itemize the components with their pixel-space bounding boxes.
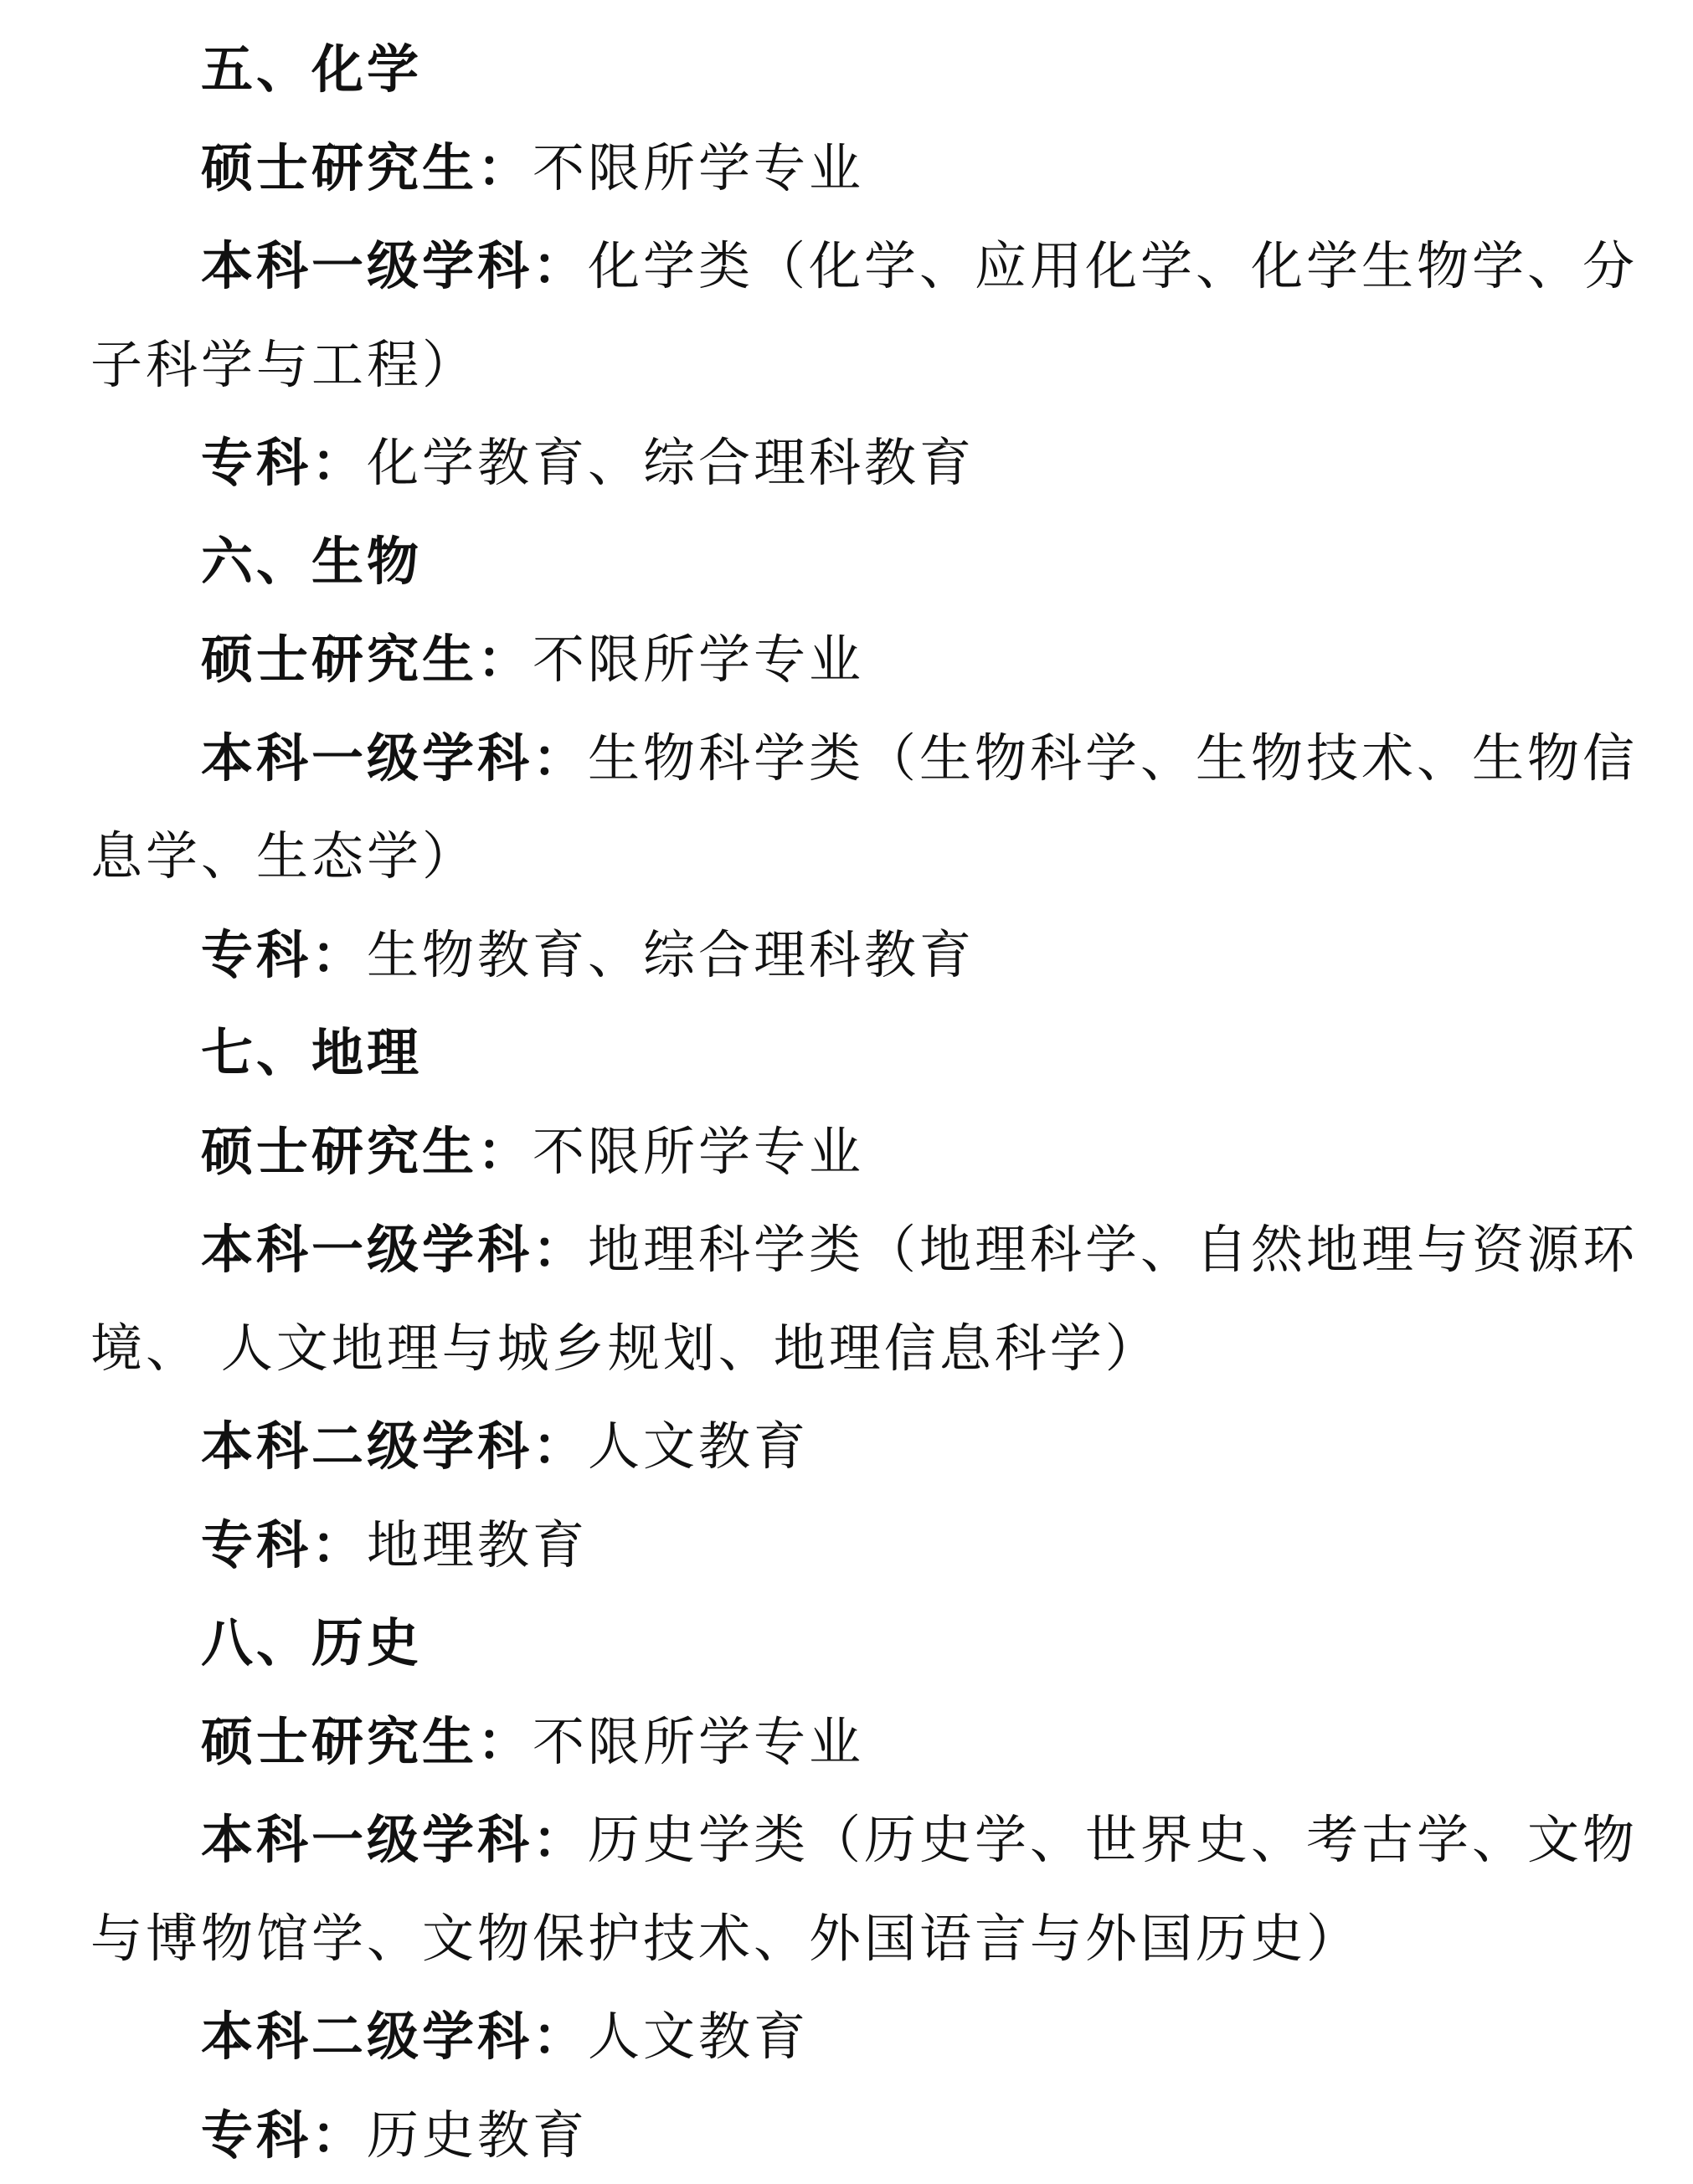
requirement-line [90, 1693, 1614, 1791]
requirement-value: 不限所学专业 [533, 1711, 864, 1772]
requirement-line [90, 610, 1614, 709]
requirement-value: 不限所学专业 [533, 629, 864, 690]
requirement-value: 地理教育 [367, 1514, 588, 1575]
requirement-value: 生物科学类（生物科学、生物技术、生物信 [588, 727, 1638, 789]
requirement-label: 硕士研究生： [201, 629, 533, 690]
requirement-line [90, 217, 1614, 316]
requirement-label: 本科一级学科： [201, 1809, 588, 1870]
requirement-value: 历史学类（历史学、世界史、考古学、文物 [588, 1809, 1638, 1870]
requirement-label: 硕士研究生： [201, 1121, 533, 1182]
requirement-label: 硕士研究生： [201, 1711, 533, 1772]
requirement-label: 本科二级学科： [201, 2006, 588, 2067]
requirement-value: 不限所学专业 [533, 1121, 864, 1182]
requirement-value: 化学类（化学、应用化学、化学生物学、分 [588, 235, 1638, 296]
requirement-value: 不限所学专业 [533, 137, 864, 198]
requirement-line [90, 414, 1614, 512]
section-heading: 七、地理 [90, 1004, 1614, 1102]
requirement-continuation: 息学、生态学） [90, 807, 1614, 906]
requirement-value: 人文教育 [588, 2006, 809, 2067]
requirement-line [90, 1791, 1614, 1889]
requirement-line [90, 906, 1614, 1005]
requirement-line [90, 709, 1614, 808]
requirement-label: 本科一级学科： [201, 727, 588, 789]
section-heading: 五、化学 [90, 20, 1614, 119]
requirement-continuation: 境、 人文地理与城乡规划、地理信息科学） [90, 1299, 1614, 1398]
requirement-line [90, 1102, 1614, 1201]
requirement-value: 化学教育、综合理科教育 [367, 432, 975, 493]
requirement-value: 生物教育、综合理科教育 [367, 924, 975, 985]
requirement-label: 本科二级学科： [201, 1416, 588, 1477]
requirement-line [90, 1987, 1614, 2086]
requirement-label: 硕士研究生： [201, 137, 533, 198]
requirement-value: 地理科学类（地理科学、自然地理与资源环 [588, 1219, 1638, 1280]
requirement-line [90, 1200, 1614, 1299]
requirement-continuation: 子科学与工程） [90, 316, 1614, 414]
section-heading: 六、生物 [90, 512, 1614, 611]
section-heading: 八、历史 [90, 1594, 1614, 1693]
document-body [90, 20, 1614, 2184]
requirement-label: 专科： [201, 924, 367, 985]
requirement-value: 历史教育 [367, 2104, 588, 2166]
requirement-label: 专科： [201, 2104, 367, 2166]
requirement-line [90, 119, 1614, 218]
requirement-label: 专科： [201, 1514, 367, 1575]
requirement-line [90, 1397, 1614, 1496]
requirement-line [90, 2086, 1614, 2184]
requirement-line [90, 1496, 1614, 1595]
requirement-label: 专科： [201, 432, 367, 493]
requirement-value: 人文教育 [588, 1416, 809, 1477]
requirement-label: 本科一级学科： [201, 1219, 588, 1280]
requirement-label: 本科一级学科： [201, 235, 588, 296]
requirement-continuation: 与博物馆学、文物保护技术、外国语言与外国历史） [90, 1889, 1614, 1988]
